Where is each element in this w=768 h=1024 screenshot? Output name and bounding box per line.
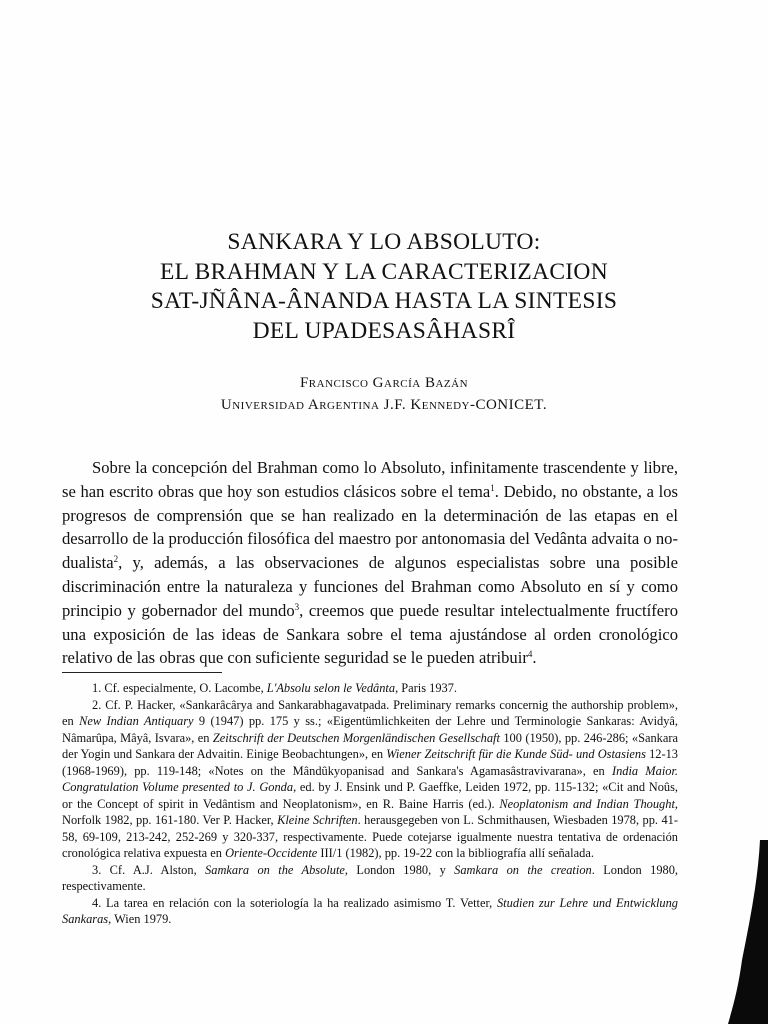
note-title: India Maior. Congratulation Volume presented to J. Gonda [62, 763, 679, 794]
footnote-ref-4: 4 [527, 649, 533, 660]
footnotes [62, 680, 678, 928]
body-text-segment: Sobre la concepción del Brahman como lo Absoluto, infinitamente trascendente y libre, se han escrito obras que hoy son estudios clásicos sobre el tema [62, 458, 678, 501]
note-text: 2. Cf. P. Hacker, «Sankarâcârya and Sankarabhagavatpada. Preliminary remarks concernig the authorship problem», en [62, 697, 678, 728]
body-text-segment: , y, además, a las observaciones de algunos especialistas sobre una posible discriminación entre la naturaleza y funciones del Brahman como Absoluto en sí y como principio y gobernador del mundo [62, 553, 678, 620]
note-title: New Indian Antiquary [79, 714, 194, 728]
note-text: Norfolk 1982, pp. 161-180. Ver P. Hacker, [62, 813, 278, 827]
note-title: Wiener Zeitschrift für die Kunde Süd- und Ostasiens [386, 747, 646, 761]
note-title: Samkara on the creation [454, 862, 592, 877]
scan-binding-edge [728, 840, 768, 1024]
footnote-4 [62, 895, 678, 928]
note-title: Oriente-Occidente [225, 846, 318, 860]
title-line-1: SANKARA Y LO ABSOLUTO: [227, 229, 541, 255]
author-affiliation: Universidad Argentina J.F. Kennedy-CONICET. [220, 397, 548, 413]
note-text: 100 (1950), pp. 246-286; «Sankara der Yogin und Sankara der Advaitin. Einige Beobachtungen», en [62, 730, 678, 761]
body-text-segment: . Debido, no obstante, a los progresos de comprensión que se han realizado en la determinación de las etapas en el desarrollo de la producción filosófica del maestro por antonomasia del Vedânta advaita o no-dualista [62, 481, 678, 573]
note-text: , Paris 1937. [395, 681, 458, 695]
title-line-2: EL BRAHMAN Y LA CARACTERIZACION [160, 258, 608, 285]
article-title [60, 228, 708, 346]
footnote-3 [62, 862, 678, 895]
note-title: Kleine Schriften [277, 813, 358, 827]
body-paragraph [62, 456, 678, 670]
note-title: L'Absolu selon le Vedânta [266, 681, 396, 695]
note-title: Samkara on the Absolute [205, 862, 345, 877]
footnote-ref-3: 3 [294, 601, 300, 612]
note-text: . London 1980, respectivamente. [62, 862, 679, 893]
note-text: 12-13 (1968-1969), pp. 119-148; «Notes on the Mândûkyopanisad and Sankara's Agamasâstravivarana», en [62, 747, 678, 778]
footnote-ref-1: 1 [490, 482, 495, 493]
note-title: Neoplatonism and Indian Thought, [499, 796, 678, 811]
note-text: . herausgegeben von L. Schmithausen, Wiesbaden 1978, pp. 41-58, 69-109, 213-242, 252-269 y 320-337, respectivamente. Puede cotejarse igualmente nuestra tentativa de ordenación cronológica relativa expuesta en [62, 813, 678, 860]
note-title: Zeitschrift der Deutschen Morgenländischen Gesellschaft [212, 730, 500, 745]
footnote-separator [62, 672, 222, 673]
footnote-2 [62, 697, 678, 862]
note-text: III/1 (1982), pp. 19-22 con la bibliografía allí señalada. [317, 846, 594, 860]
body-text-segment: . [532, 648, 537, 668]
title-line-3: SAT-JÑÂNA-ÂNANDA HASTA LA SINTESIS [150, 288, 618, 314]
author-block [60, 372, 708, 416]
note-title: Studien zur Lehre und Entwicklung Sankaras [62, 895, 678, 926]
footnote-ref-2: 2 [113, 554, 119, 565]
note-text: , Wien 1979. [108, 912, 172, 926]
note-text: , London 1980, y [344, 862, 455, 877]
note-text: 9 (1947) pp. 175 y ss.; «Eigentümlichkeiten der Lehre und Terminologie Sankaras: Avidyâ, Nâmarûpa, Mâyâ, Isvara», en [62, 714, 679, 745]
note-text: 4. La tarea en relación con la soteriología la ha realizado asimismo T. Vetter, [92, 895, 497, 910]
note-text: , ed. by J. Ensink und P. Gaeffke, Leiden 1972, pp. 115-132; «Cit and Noûs, or the Concept of spirit in Vedântism and Neoplatonism», en R. Baine Harris (ed.). [62, 780, 679, 811]
title-line-4: DEL UPADESASÂHASRÎ [252, 317, 516, 344]
note-text: 3. Cf. A.J. Alston, [92, 862, 206, 877]
footnote-1 [62, 680, 678, 697]
author-name: Francisco García Bazán [299, 375, 469, 391]
body-text-segment: , creemos que puede resultar intelectualmente fructífero una exposición de las ideas de Sankara sobre el tema ajustándose al orden cronológico relativo de las obras que con suficiente seguridad se le pueden atribuir [62, 600, 678, 668]
note-text: 1. Cf. especialmente, O. Lacombe, [92, 681, 267, 695]
paragraph-1 [62, 456, 678, 670]
